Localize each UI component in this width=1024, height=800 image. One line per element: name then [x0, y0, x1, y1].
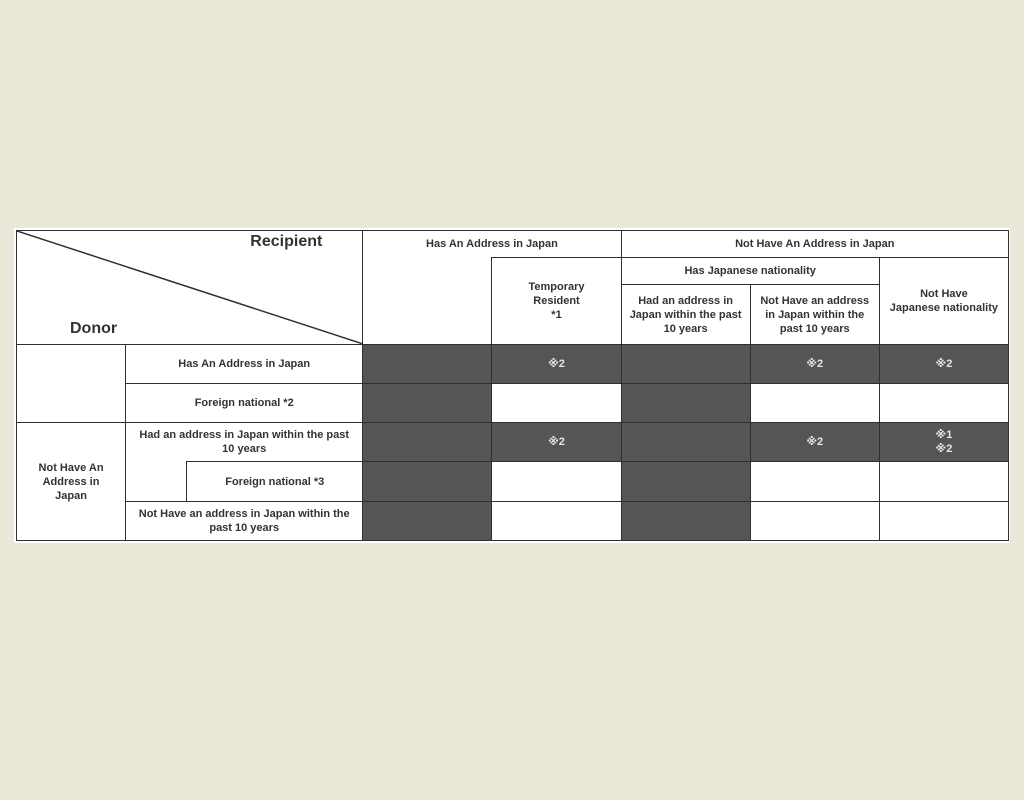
- note-1-mark: ※1: [935, 429, 953, 442]
- header-temporary-resident: [492, 258, 621, 345]
- header-not-have-address: Not Have An Address in Japan: [621, 231, 1008, 258]
- cell-shaded: [363, 462, 492, 501]
- cell-empty: [750, 501, 879, 540]
- cell-shaded: [621, 383, 750, 422]
- header-has-japanese-nationality: Has Japanese nationality: [621, 258, 879, 285]
- table-row: [17, 462, 1009, 501]
- donor-label: Donor: [70, 319, 118, 337]
- cell-empty: [750, 383, 879, 422]
- not-have-address-line-1: Not Have an address: [760, 294, 870, 307]
- header-had-address-past-10: [621, 285, 750, 344]
- cell-shaded: [363, 423, 492, 462]
- cell-shaded: [621, 423, 750, 462]
- had-address-line-2: Japan within the past: [629, 308, 742, 321]
- not-have-address-row-line-1: Not Have An: [38, 461, 104, 474]
- cell-note-2: ※2: [492, 423, 621, 462]
- cell-note-1-and-2: [879, 423, 1008, 462]
- cell-note-2: ※2: [492, 344, 621, 383]
- cell-shaded: [621, 344, 750, 383]
- table-row: [17, 344, 1009, 383]
- cell-empty: [879, 462, 1008, 501]
- recipient-label: Recipient: [250, 233, 323, 250]
- had-address-line-3: 10 years: [663, 322, 708, 335]
- cell-note-2: ※2: [750, 423, 879, 462]
- had-address-line-1: Had an address in: [638, 294, 733, 307]
- table-row: [17, 501, 1009, 540]
- cell-shaded: [621, 462, 750, 501]
- donor-recipient-matrix: [16, 230, 1009, 541]
- cell-empty: [492, 462, 621, 501]
- not-have-address-line-2: in Japan within the: [765, 308, 865, 321]
- cell-empty: [492, 501, 621, 540]
- table-row: [17, 383, 1009, 422]
- temporary-resident-line-1: Temporary: [528, 280, 585, 293]
- row-label-not-have-address-past-10: [126, 501, 363, 540]
- not-have-address-row-line-2: Address in: [42, 475, 100, 488]
- note-2-mark: ※2: [935, 443, 953, 456]
- not-have-address-past-row-line-1: Not Have an address in Japan within the: [138, 507, 350, 520]
- cell-empty: [492, 383, 621, 422]
- cell-note-2: ※2: [750, 344, 879, 383]
- not-have-nationality-line-1: Not Have: [920, 287, 968, 300]
- table-row: [17, 423, 1009, 462]
- cell-shaded: [363, 344, 492, 383]
- cell-shaded: [363, 501, 492, 540]
- header-has-address-general: [363, 258, 492, 345]
- row-group-spacer: [17, 383, 126, 422]
- cell-empty: [879, 383, 1008, 422]
- cell-empty: [750, 462, 879, 501]
- cell-empty: [879, 501, 1008, 540]
- header-not-have-japanese-nationality: [879, 258, 1008, 345]
- row-indent-spacer: [126, 462, 187, 501]
- row-label-foreign-national-2: Foreign national *2: [126, 383, 363, 422]
- not-have-address-past-row-line-2: past 10 years: [209, 521, 280, 534]
- not-have-nationality-line-2: Japanese nationality: [889, 301, 999, 314]
- corner-header: [17, 231, 363, 345]
- not-have-address-line-3: past 10 years: [779, 322, 850, 335]
- cell-shaded: [621, 501, 750, 540]
- had-address-row-line-1: Had an address in Japan within the past: [139, 429, 350, 442]
- temporary-resident-line-2: Resident: [533, 294, 580, 307]
- row-label-foreign-national-3: Foreign national *3: [187, 462, 363, 501]
- row-label-has-address: Has An Address in Japan: [126, 344, 363, 383]
- row-label-had-address-past-10: [126, 423, 363, 462]
- row-label-not-have-address: [17, 423, 126, 541]
- cell-shaded: [363, 383, 492, 422]
- cell-note-2: ※2: [879, 344, 1008, 383]
- not-have-address-row-line-3: Japan: [55, 489, 87, 502]
- header-has-address: Has An Address in Japan: [363, 231, 621, 258]
- header-not-have-address-past-10: [750, 285, 879, 344]
- had-address-row-line-2: 10 years: [222, 443, 267, 456]
- row-group-spacer: [17, 344, 126, 383]
- temporary-resident-line-3: *1: [551, 308, 562, 321]
